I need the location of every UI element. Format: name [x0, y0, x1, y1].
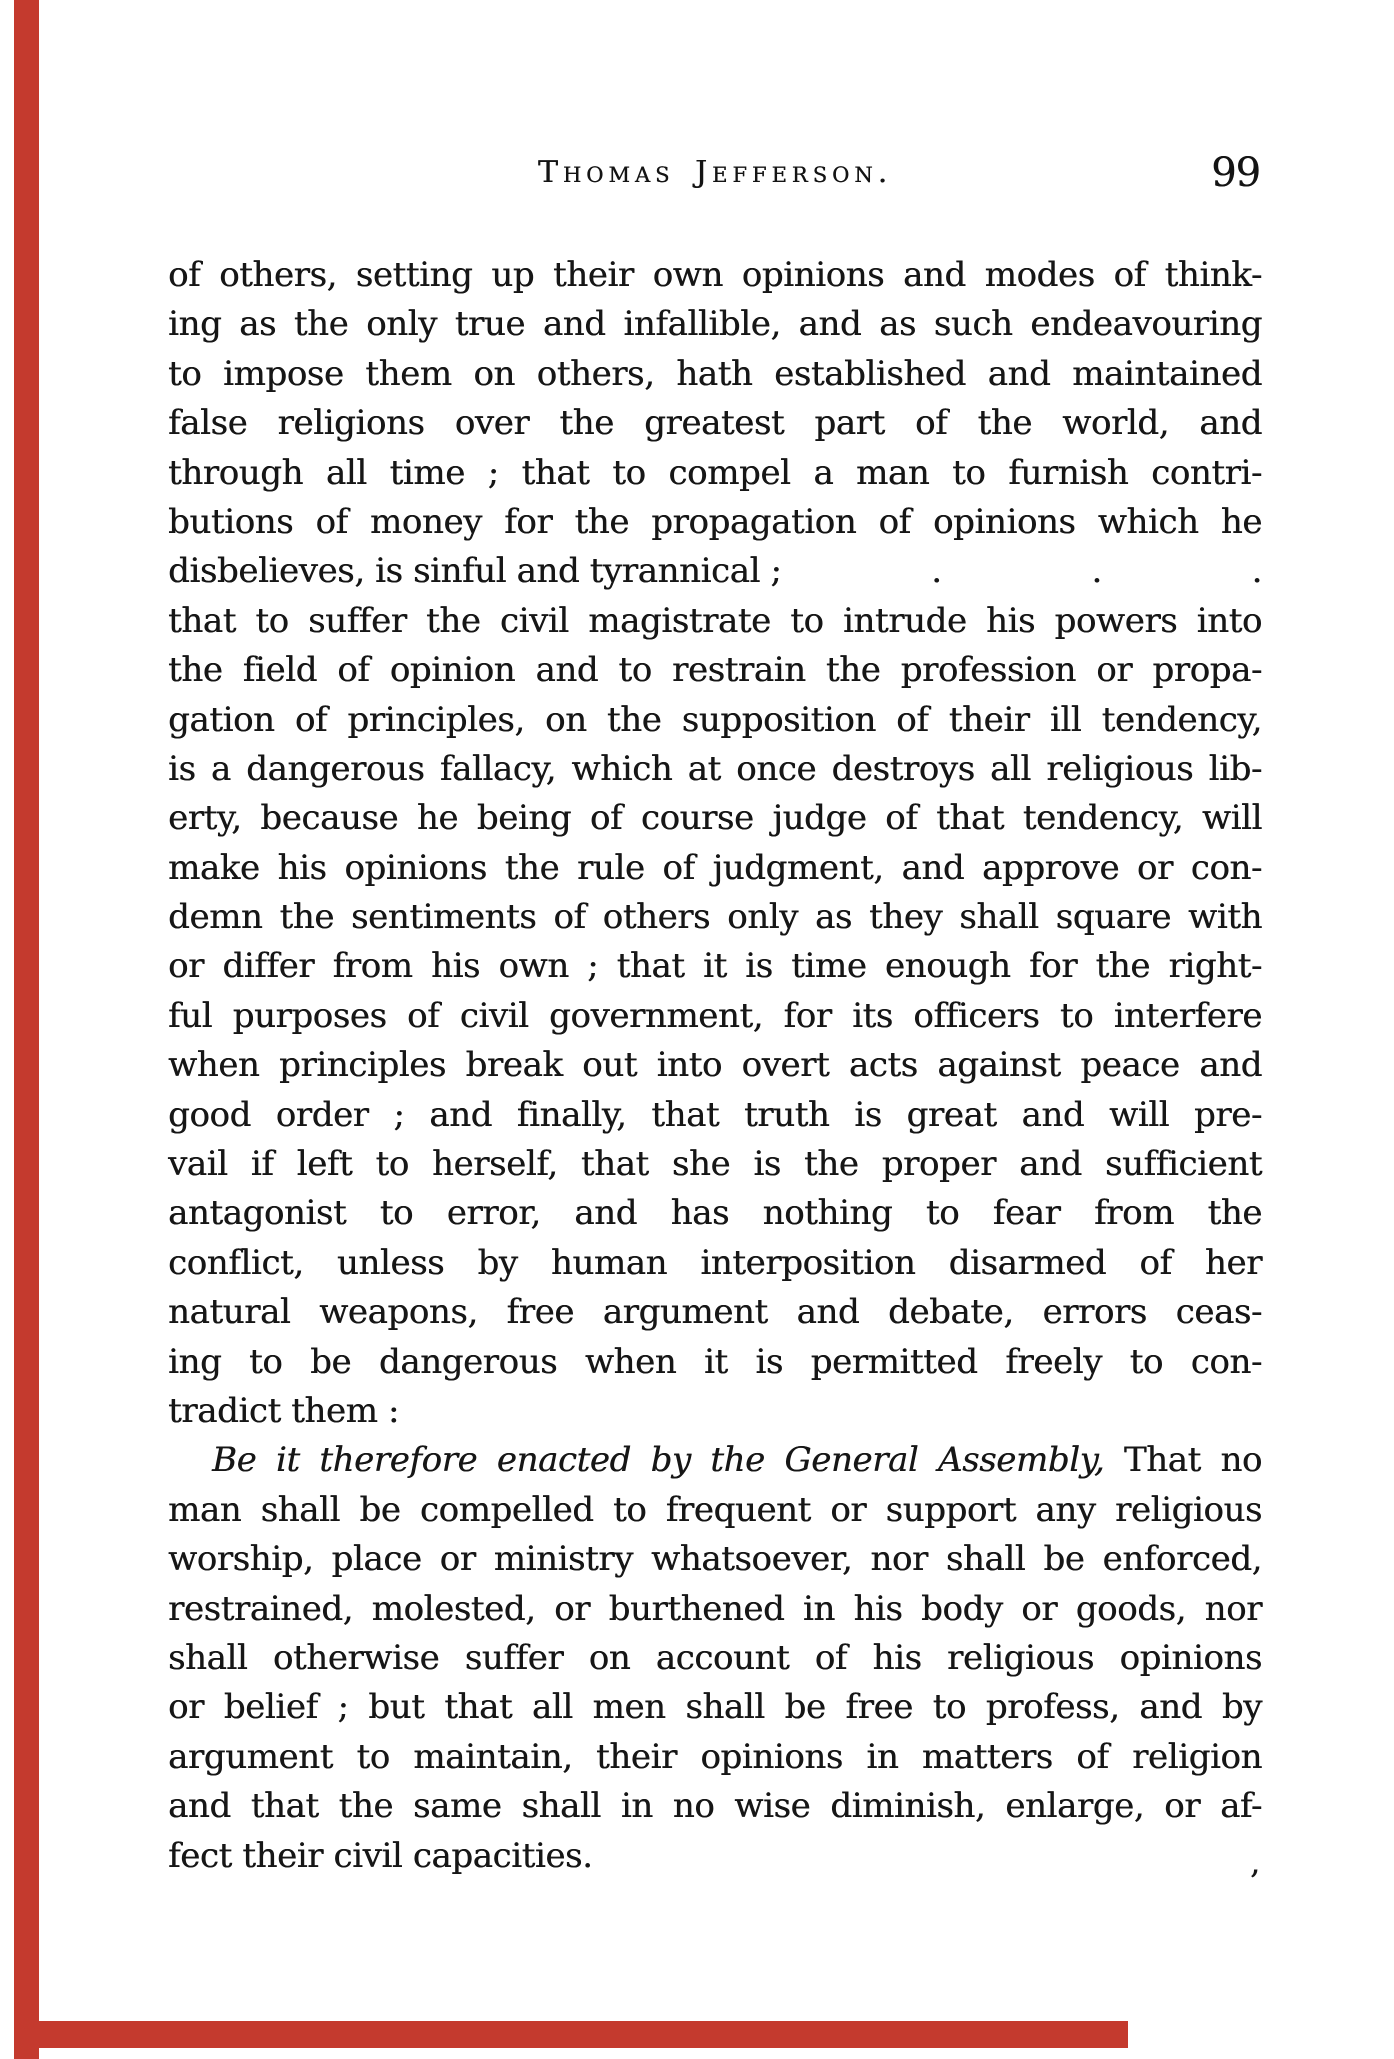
text-line: demn the sentiments of others only as they shall square with	[168, 897, 1262, 938]
text-line: tradict them :	[168, 1390, 399, 1431]
text-line: argument to maintain, their opinions in matters of religion	[168, 1736, 1262, 1777]
text-line: is a dangerous fallacy, which at once destroys all religious lib-	[168, 748, 1262, 789]
text-line: and that the same shall in no wise diminish, enlarge, or af-	[168, 1786, 1262, 1827]
page-title: Thomas Jefferson.	[537, 155, 893, 190]
text-line: disbelieves, is sinful and tyrannical ;	[168, 551, 782, 592]
text-line: butions of money for the propagation of opinions which he	[168, 501, 1262, 542]
ellipsis-dot: .	[1251, 551, 1262, 592]
body-text	[168, 251, 1262, 1881]
text-line: vail if left to herself, that she is the proper and sufficient	[168, 1144, 1262, 1185]
text-line: that to suffer the civil magistrate to intrude his powers into	[168, 600, 1262, 641]
text-line: or belief ; but that all men shall be free to profess, and by	[168, 1687, 1262, 1728]
red-bottom-edge	[14, 2021, 1128, 2048]
text-line: erty, because he being of course judge of that tendency, will	[168, 798, 1262, 839]
running-header	[168, 150, 1262, 196]
red-left-edge	[14, 0, 39, 2059]
text-line: good order ; and finally, that truth is great and will pre-	[168, 1094, 1262, 1135]
ellipsis-line	[168, 547, 1262, 596]
text-line: ful purposes of civil government, for its officers to interfere	[168, 995, 1262, 1036]
text-line: ing as the only true and infallible, and as such endeavouring	[168, 304, 1262, 345]
text-line: restrained, molested, or burthened in his body or goods, nor	[168, 1588, 1262, 1629]
text-line: man shall be compelled to frequent or support any religious	[168, 1489, 1262, 1530]
enacting-clause-line	[168, 1436, 1262, 1485]
text-line: fect their civil capacities.	[168, 1835, 593, 1876]
text-line: of others, setting up their own opinions and modes of think-	[168, 255, 1262, 295]
text-line: ing to be dangerous when it is permitted freely to con-	[168, 1341, 1262, 1382]
text-line: worship, place or ministry whatsoever, nor shall be enforced,	[168, 1539, 1262, 1580]
text-line: through all time ; that to compel a man to furnish contri-	[168, 452, 1262, 493]
ellipsis-dot: .	[1091, 551, 1102, 592]
text-line: gation of principles, on the supposition of their ill tendency,	[168, 699, 1262, 740]
text-line: make his opinions the rule of judgment, and approve or con-	[168, 847, 1262, 888]
text-line: when principles break out into overt acts against peace and	[168, 1045, 1262, 1086]
roman-text: That no	[1123, 1440, 1263, 1481]
text-line: shall otherwise suffer on account of his religious opinions	[168, 1637, 1262, 1678]
text-line: false religions over the greatest part of the world, and	[168, 403, 1262, 444]
text-line: or differ from his own ; that it is time enough for the right-	[168, 946, 1262, 987]
text-line: the field of opinion and to restrain the profession or propa-	[168, 650, 1262, 691]
text-line: to impose them on others, hath established and maintained	[168, 353, 1262, 394]
page-number: 99	[1211, 150, 1260, 196]
ellipsis-dot: .	[931, 551, 942, 592]
stray-ink-mark: ,	[1250, 1843, 1261, 1881]
text-line: conflict, unless by human interposition disarmed of her	[168, 1242, 1262, 1283]
italic-enacting-text: Be it therefore enacted by the General Assembly,	[212, 1440, 1124, 1481]
text-line: natural weapons, free argument and debate, errors ceas-	[168, 1292, 1262, 1333]
text-line: antagonist to error, and has nothing to fear from the	[168, 1193, 1262, 1234]
